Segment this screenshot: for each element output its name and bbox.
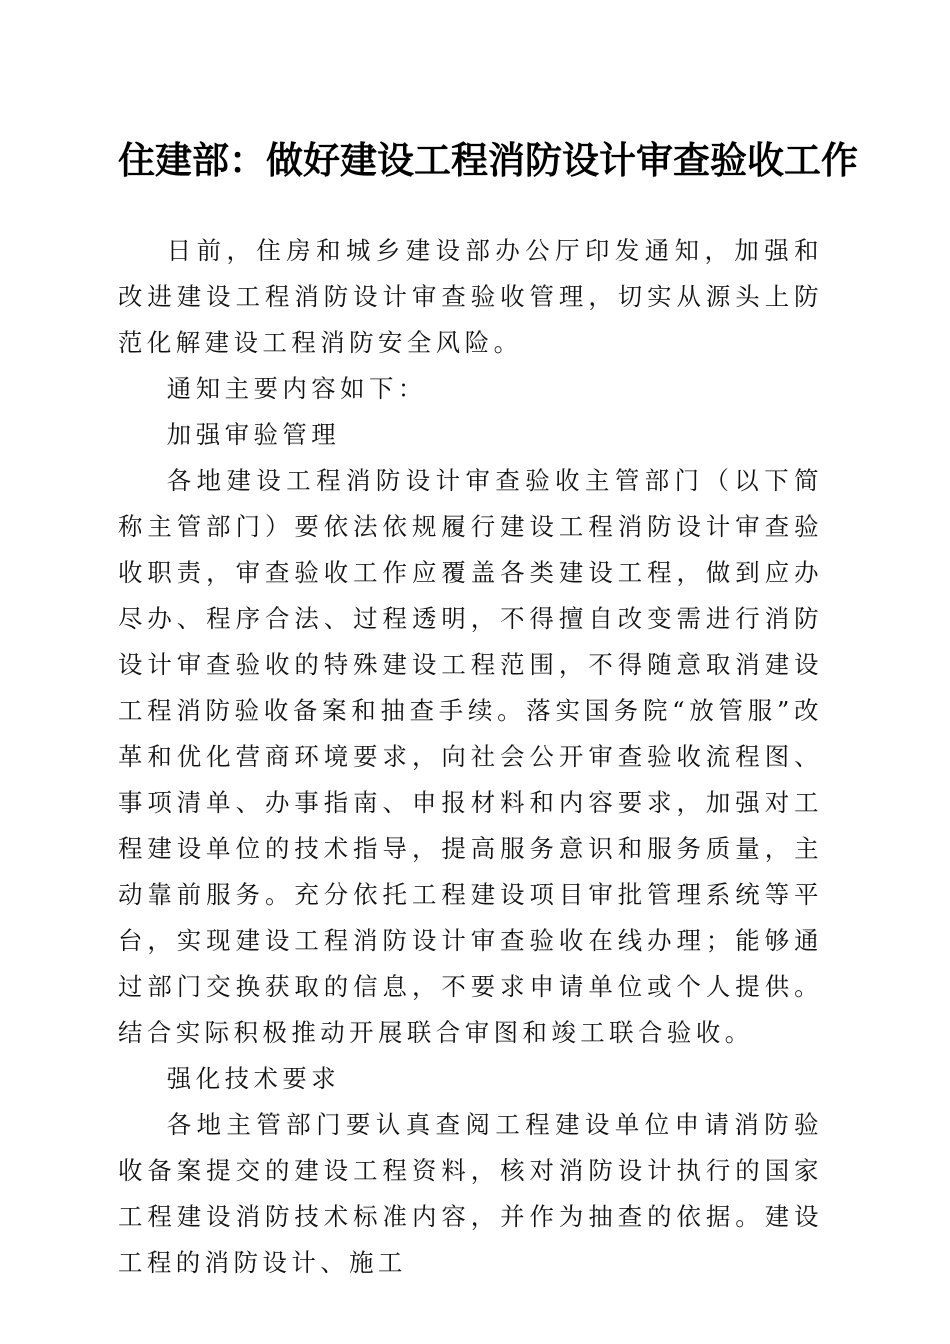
document-title: 住建部：做好建设工程消防设计审查验收工作 [118, 138, 858, 182]
document-body [118, 228, 823, 1286]
section-heading-technical-requirements: 强化技术要求 [166, 1064, 341, 1093]
paragraph-notice-lead: 通知主要内容如下： [166, 374, 427, 403]
paragraph-review-management: 各地建设工程消防设计审查验收主管部门（以下简称主管部门）要依法依规履行建设工程消防设计审查验收职责，审查验收工作应覆盖各类建设工程，做到应办尽办、程序合法、过程透明，不得擅自改变需进行消防设计审查验收的特殊建设工程范围，不得随意取消建设工程消防验收备案和抽查手续。落实国务院“放管服”改革和优化营商环境要求，向社会公开审查验收流程图、事项清单、办事指南、申报材料和内容要求，加强对工程建设单位的技术指导，提高服务意识和服务质量，主动靠前服务。充分依托工程建设项目审批管理系统等平台，实现建设工程消防设计审查验收在线办理；能够通过部门交换获取的信息，不要求申请单位或个人提供。结合实际积极推动开展联合审图和竣工联合验收。 [118, 466, 823, 1047]
paragraph-technical-requirements: 各地主管部门要认真查阅工程建设单位申请消防验收备案提交的建设工程资料，核对消防设计执行的国家工程建设消防技术标准内容，并作为抽查的依据。建设工程的消防设计、施工 [118, 1110, 823, 1277]
paragraph-intro: 日前，住房和城乡建设部办公厅印发通知，加强和改进建设工程消防设计审查验收管理，切实从源头上防范化解建设工程消防安全风险。 [118, 236, 823, 357]
section-heading-review-management: 加强审验管理 [166, 420, 341, 449]
